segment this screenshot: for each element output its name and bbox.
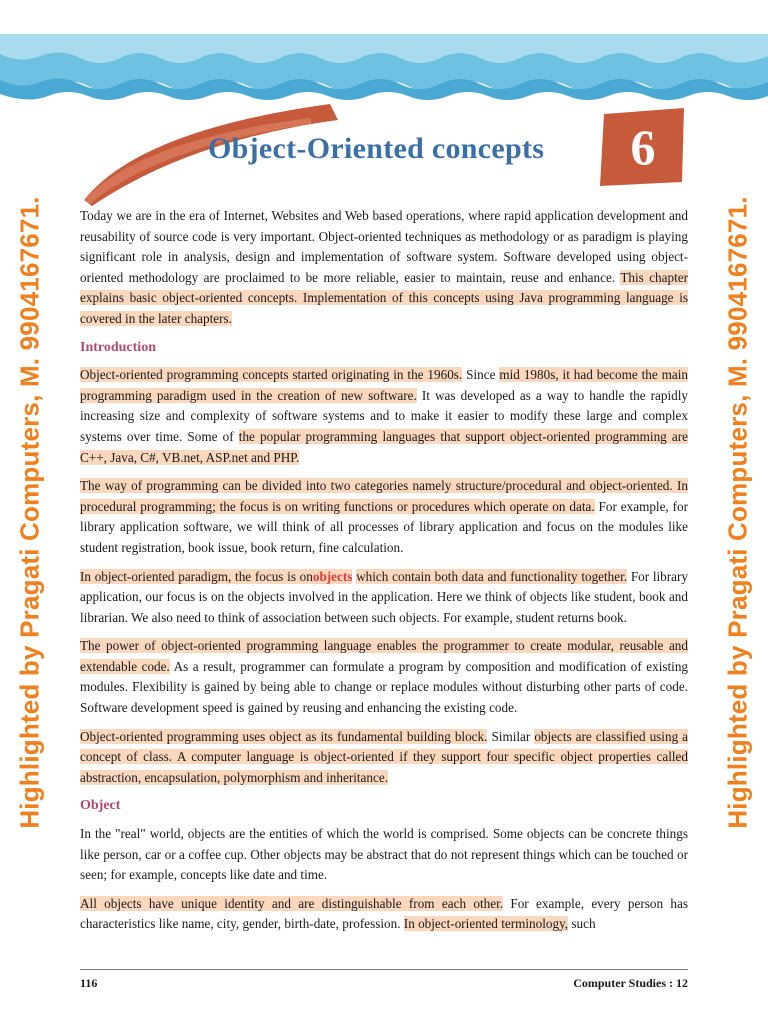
watermark-right: Highlighted by Pragati Computers, M. 9904167671. — [722, 195, 753, 829]
highlight: The way of programming can be divided into two categories namely structure/procedural and object-oriented. In procedural programming; the focus is on writing functions or procedures which operate on data. — [80, 478, 688, 514]
chapter-number: 6 — [630, 119, 656, 175]
highlight: The power of object-oriented programming language enables the programmer to create modular, reusable and extendable code. — [80, 638, 688, 674]
paragraph-power: The power of object-oriented programming language enables the programmer to create modular, reusable and extendable code. As a result, programmer can formulate a program by composition and modification of existing modules. Flexibility is gained by being able to change or replace modules without disturbing other parts of code. Software development speed is gained by reusing and enhancing the existing code. — [80, 638, 689, 716]
highlight: Object-oriented programming uses object as its fundamental building block. — [80, 728, 488, 744]
paragraph-oo-paradigm: In object-oriented paradigm, the focus is onobjects which contain both data and functionality together. For library application, our focus is on the objects involved in the application. Here we think of objects like student, book and librarian. We also need to think of association between such objects. For example, student returns book. — [80, 568, 688, 625]
highlight: In object-oriented paradigm, the focus is on — [80, 568, 313, 584]
section-heading-object: Object — [80, 798, 121, 814]
section-heading-introduction: Introduction — [80, 339, 156, 355]
highlight: which contain both data and functionality together. — [356, 568, 628, 584]
highlight: This chapter explains basic object-oriented concepts. Implementation of this concepts using Java programming language is covered in the later chapters. — [80, 269, 688, 326]
paragraph-intro: Today we are in the era of Internet, Websites and Web based operations, where rapid application development and reusability of source code is very important. Object-oriented techniques as methodology or as paradigm is playing significant role in analysis, design and implementation of software system. Software developed using object-oriented methodology are proclaimed to be more reliable, easier to maintain, reuse and enhance. This chapter explains basic object-oriented concepts. Implementation of this concepts using Java programming language is covered in the later chapters. — [80, 208, 688, 326]
highlight: mid 1980s, it had become the main programming paradigm used in the creation of new software. — [80, 367, 689, 403]
page-number: 116 — [80, 976, 98, 990]
keyword-objects: objects — [312, 568, 353, 584]
chapter-body — [80, 206, 688, 943]
highlight: objects are classified using a concept of class. A computer language is object-oriented if they support four specific object properties called abstraction, encapsulation, polymorphism and inheritance. — [80, 728, 689, 785]
paragraph-building-block: Object-oriented programming uses object as its fundamental building block. Similar objects are classified using a concept of class. A computer language is object-oriented if they support four specific object properties called abstraction, encapsulation, polymorphism and inheritance. — [80, 728, 689, 785]
highlight: the popular programming languages that support object-oriented programming are C++, Java, C#, VB.net, ASP.net and PHP. — [80, 428, 689, 465]
highlight: In object-oriented terminology, — [403, 916, 569, 932]
paragraph-real-world: In the "real" world, objects are the entities of which the world is comprised. Some objects can be concrete things like person, car or a coffee cup. Other objects may be abstract that do not represent things which can be touched or seen; for example, concepts like date and time. — [80, 826, 688, 883]
watermark-left: Highlighted by Pragati Computers, M. 9904167671. — [14, 195, 45, 829]
book-title: Computer Studies : 12 — [573, 976, 688, 990]
footer-rule — [80, 969, 688, 970]
highlight: All objects have unique identity and are distinguishable from each other. — [80, 895, 504, 911]
chapter-title: Object-Oriented concepts — [208, 132, 545, 165]
paragraph-procedural: The way of programming can be divided into two categories namely structure/procedural and object-oriented. In procedural programming; the focus is on writing functions or procedures which operate on data. For example, for library application software, we will think of all processes of library application and focus on the modules like student registration, book issue, book return, fine calculation. — [80, 478, 689, 555]
wave-header-decoration — [0, 0, 768, 110]
paragraph-history: Object-oriented programming concepts started originating in the 1960s. Since mid 1980s, it had become the main programming paradigm used in the creation of new software. It was developed as a way to handle the rapidly increasing size and complexity of software systems and to make it easier to modify these large and complex systems over time. Some of the popular programming languages that support object-oriented programming are C++, Java, C#, VB.net, ASP.net and PHP. — [80, 367, 689, 465]
highlight: Object-oriented programming concepts started originating in the 1960s. — [80, 367, 463, 383]
paragraph-identity: All objects have unique identity and are distinguishable from each other. For example, every person has characteristics like name, city, gender, birth-date, profession. In object-oriented terminology, such — [80, 895, 689, 932]
